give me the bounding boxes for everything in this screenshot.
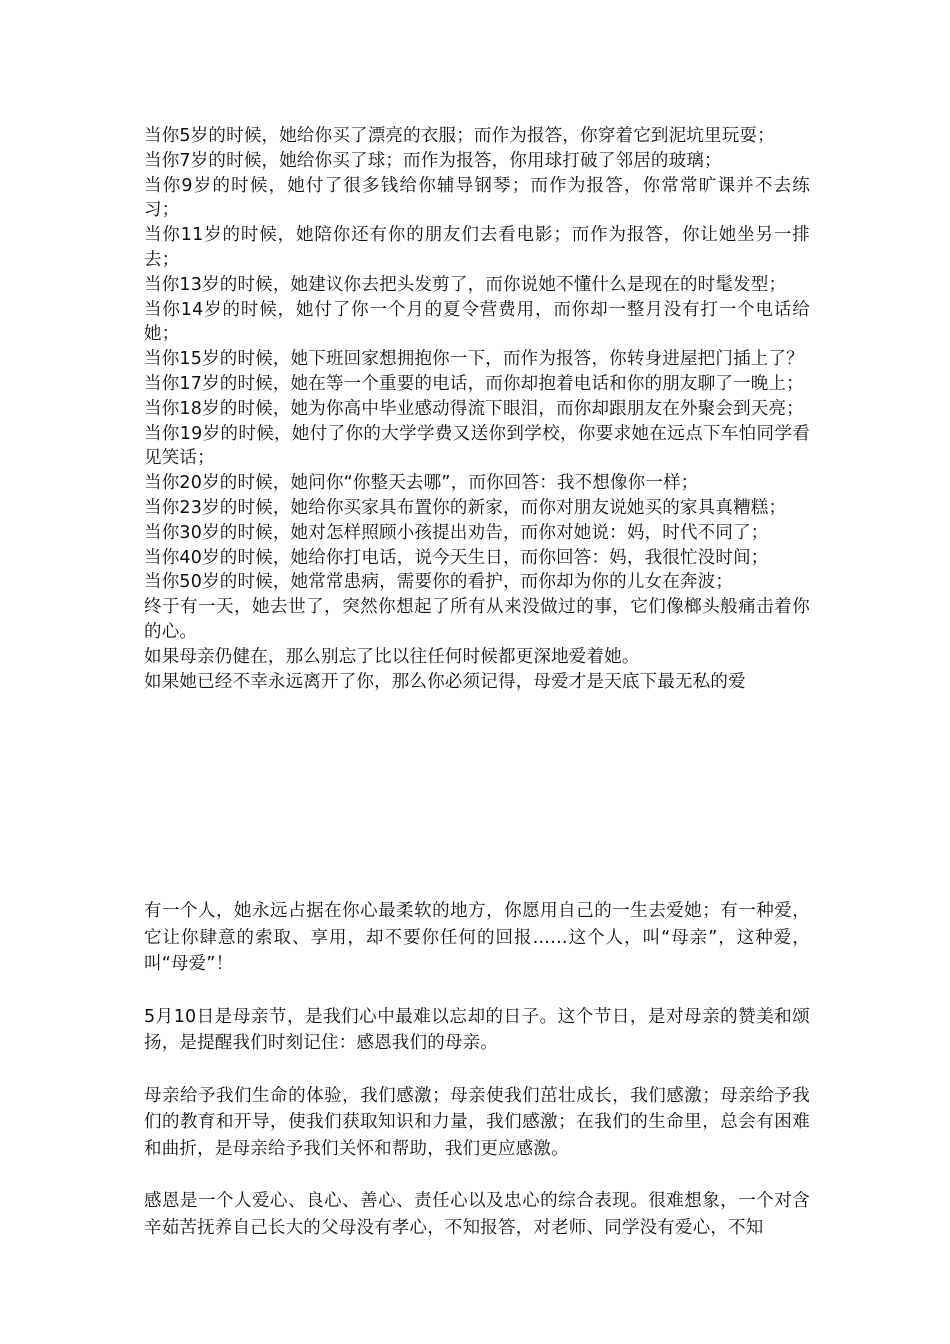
poem-section [144, 124, 810, 694]
poem-line: 当你30岁的时候，她对怎样照顾小孩提出劝告，而你对她说：妈，时代不同了； [144, 522, 769, 543]
poem-line: 当你18岁的时候，她为你高中毕业感动得流下眼泪，而你却跟朋友在外聚会到天亮； [144, 398, 804, 419]
poem-line: 当你50岁的时候，她常常患病，需要你的看护，而你却为你的儿女在奔波； [144, 572, 734, 593]
poem-line: 当你20岁的时候，她问你“你整天去哪”，而你回答：我不想像你一样； [144, 473, 699, 494]
poem-line: 当你40岁的时候，她给你打电话，说今天生日，而你回答：妈，我很忙没时间； [144, 547, 769, 568]
essay-paragraph: 5月10日是母亲节，是我们心中最难以忘却的日子。这个节日，是对母亲的赞美和颂扬，是提醒我们时刻记住：感恩我们的母亲。 [144, 1006, 810, 1053]
poem-line: 如果母亲仍健在，那么别忘了比以往任何时候都更深地爱着她。 [144, 646, 640, 667]
poem-line: 当你9岁的时候，她付了很多钱给你辅导钢琴；而作为报答，你常常旷课并不去练习； [144, 175, 810, 221]
essay-paragraph: 感恩是一个人爱心、良心、善心、责任心以及忠心的综合表现。很难想象，一个对含辛茹苦抚养自己长大的父母没有孝心，不知报答，对老师、同学没有爱心，不知 [144, 1191, 810, 1238]
poem-line: 当你7岁的时候，她给你买了球；而作为报答，你用球打破了邻居的玻璃； [144, 150, 722, 171]
poem-line: 当你14岁的时候，她付了你一个月的夏令营费用，而你却一整月没有打一个电话给她； [144, 299, 810, 345]
poem-line: 当你23岁的时候，她给你买家具布置你的新家，而你对朋友说她买的家具真糟糕； [144, 497, 787, 518]
poem-line: 终于有一天，她去世了，突然你想起了所有从来没做过的事，它们像榔头般痛击着你的心。 [144, 597, 810, 642]
poem-line: 当你13岁的时候，她建议你去把头发剪了，而你说她不懂什么是现在的时髦发型； [144, 274, 787, 295]
poem-line: 当你17岁的时候，她在等一个重要的电话，而你却抱着电话和你的朋友聊了一晚上； [144, 373, 804, 394]
essay-paragraph: 有一个人，她永远占据在你心最柔软的地方，你愿用自己的一生去爱她；有一种爱，它让你肆意的索取、享用，却不要你任何的回报……这个人，叫“母亲”，这种爱，叫“母爱”！ [144, 901, 810, 974]
poem-line: 如果她已经不幸永远离开了你，那么你必须记得，母爱才是天底下最无私的爱 [144, 671, 746, 692]
essay-section [144, 898, 810, 1241]
poem-line: 当你5岁的时候，她给你买了漂亮的衣服；而作为报答，你穿着它到泥坑里玩耍； [144, 126, 775, 146]
poem-line: 当你15岁的时候，她下班回家想拥抱你一下，而作为报答，你转身进屋把门插上了？ [144, 349, 804, 370]
poem-line: 当你11岁的时候，她陪你还有你的朋友们去看电影；而作为报答，你让她坐另一排去； [144, 225, 810, 270]
essay-paragraph: 母亲给予我们生命的体验，我们感激；母亲使我们茁壮成长，我们感激；母亲给予我们的教育和开导，使我们获取知识和力量，我们感激；在我们的生命里，总会有困难和曲折，是母亲给予我们关怀和帮助，我们更应感激。 [144, 1085, 810, 1159]
poem-line: 当你19岁的时候，她付了你的大学学费又送你到学校，你要求她在远点下车怕同学看见笑话； [144, 423, 810, 469]
